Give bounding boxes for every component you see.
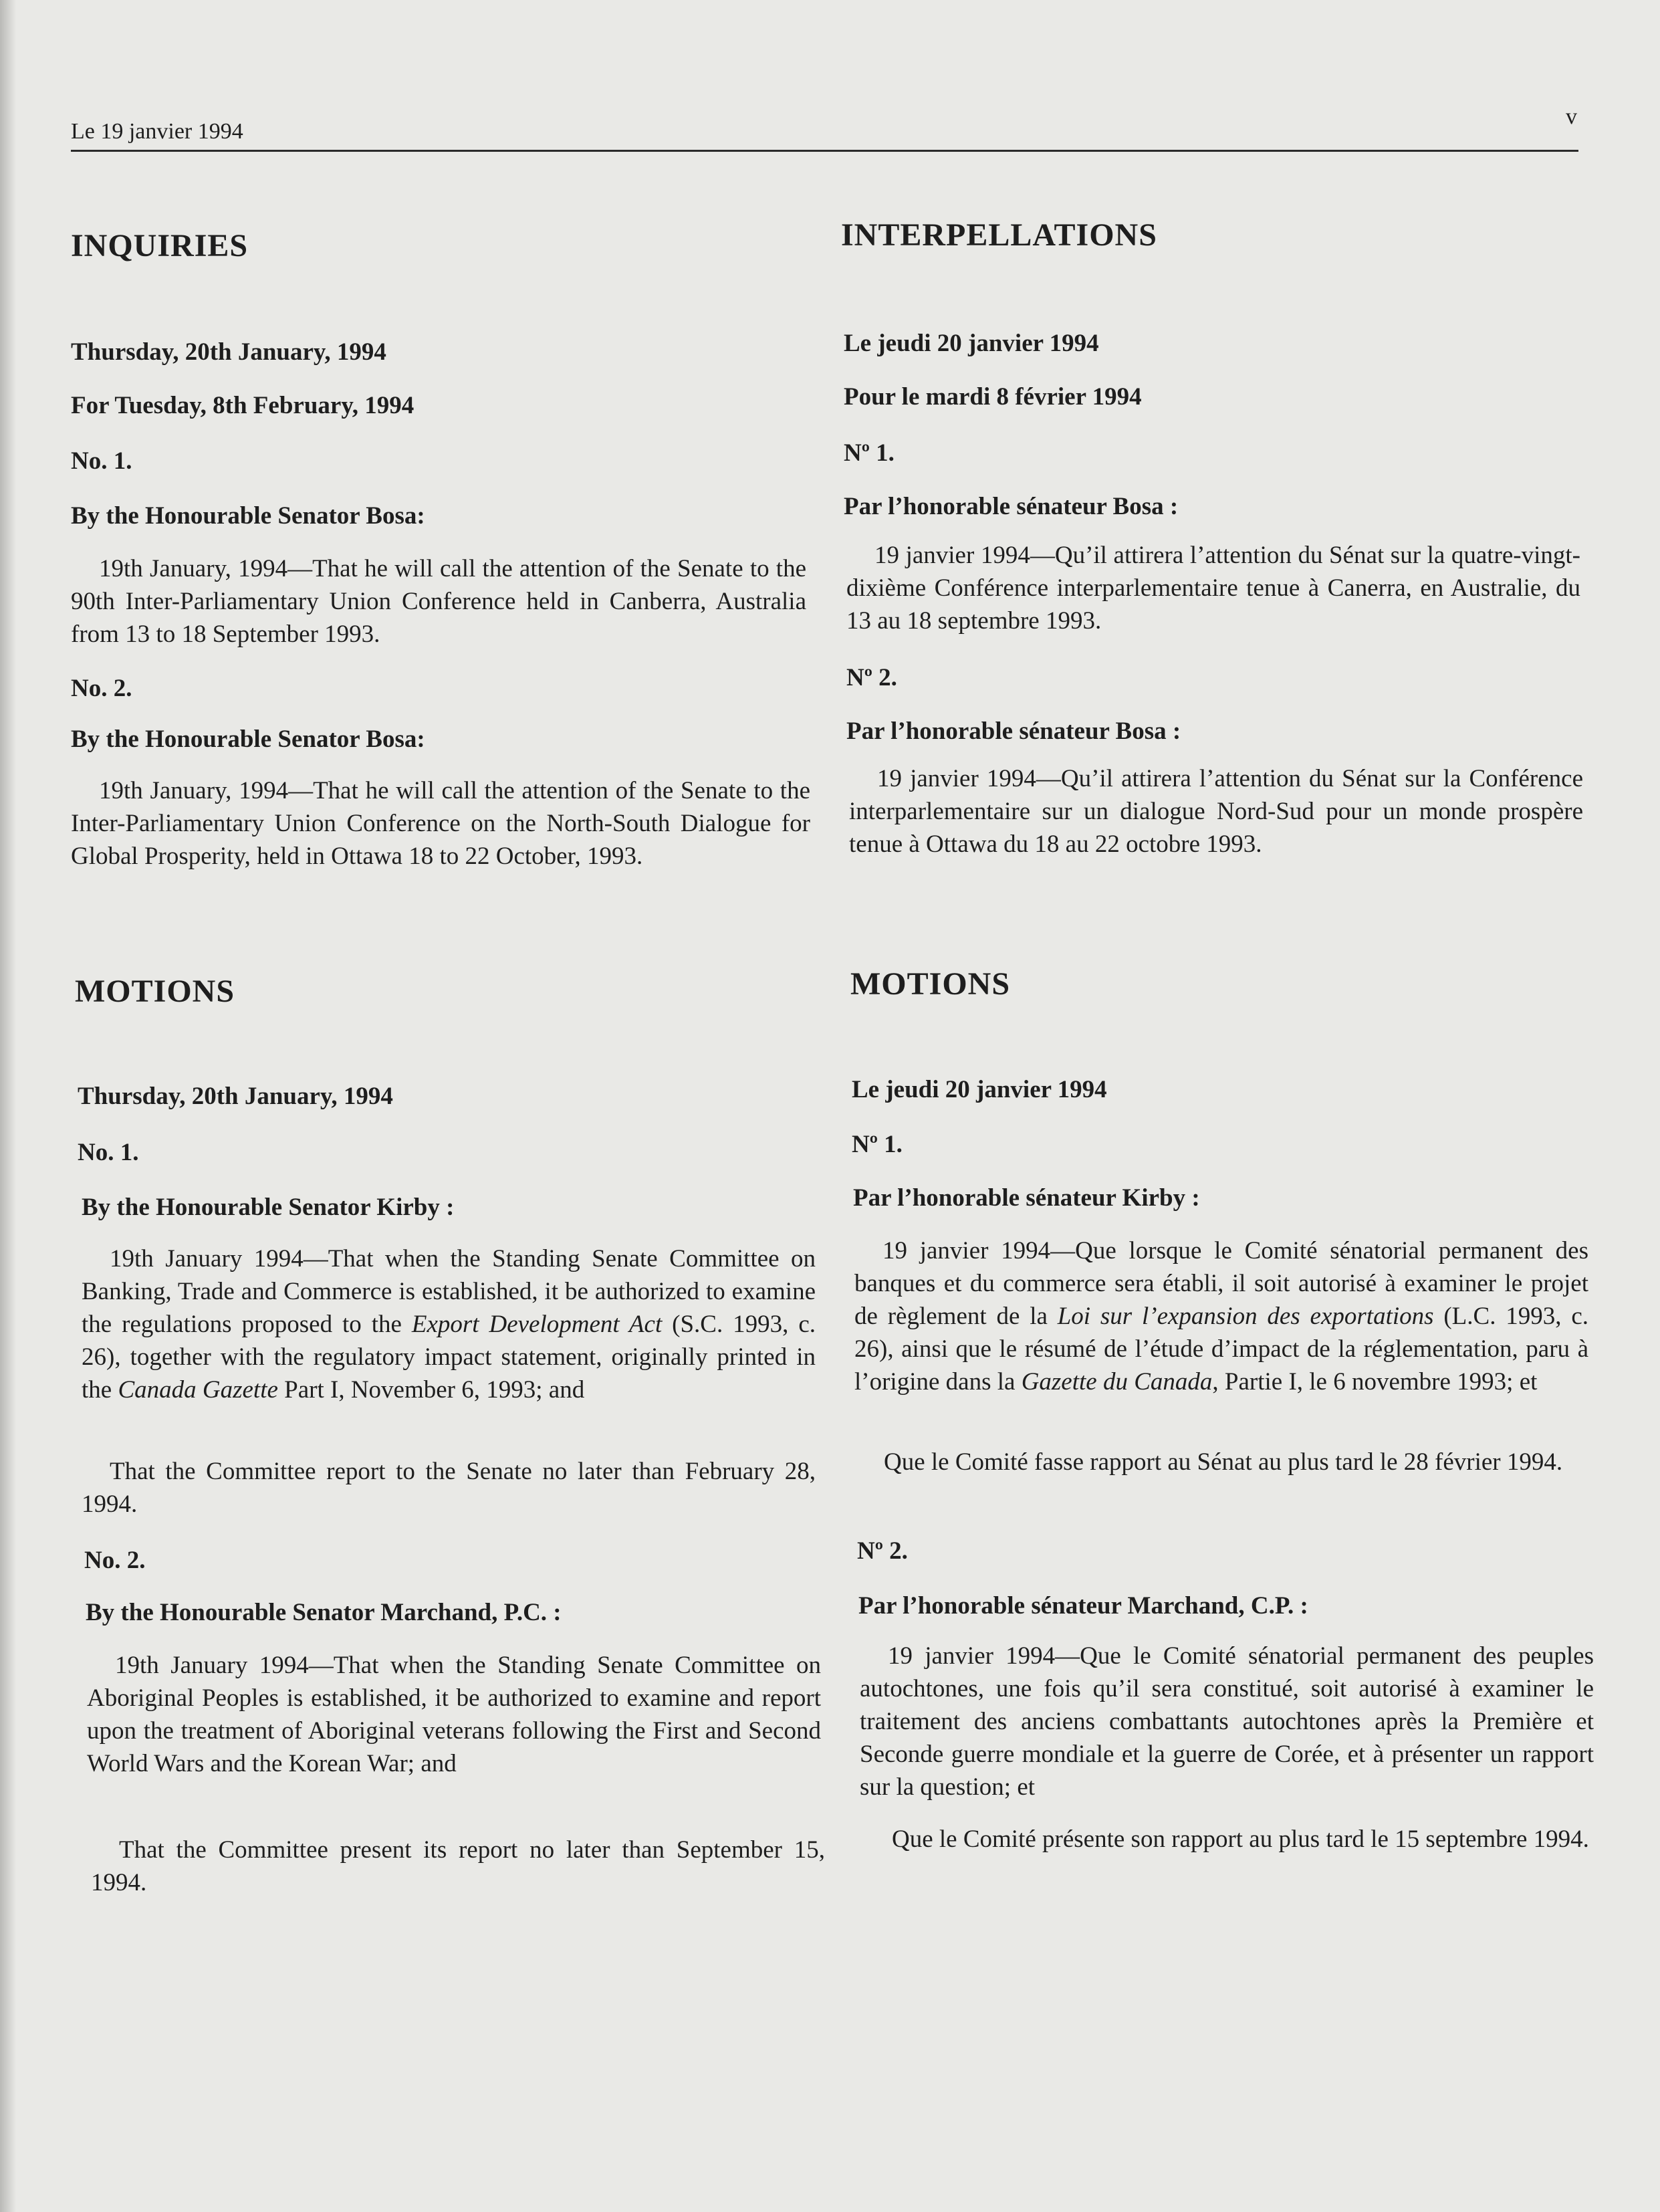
motion-fr-text: Que le Comité présente son rapport au plus tard le 15 septembre 1994.: [892, 1826, 1589, 1853]
motions-fr-heading: MOTIONS: [850, 966, 1011, 1002]
inquiries-date: Thursday, 20th January, 1994: [71, 338, 386, 366]
motion-sponsor: By the Honourable Senator Kirby :: [82, 1194, 455, 1221]
motion-number: No. 2.: [84, 1547, 146, 1574]
page-edge-shadow: [0, 0, 16, 2212]
motion-sponsor: By the Honourable Senator Marchand, P.C. :: [86, 1599, 562, 1626]
motion-fr-text-part: 19 janvier 1994—Que lorsque le Comité sénatorial permanent des banques et du commerce sera établi, il soit autorisé à examiner le projet de règlement de la: [854, 1237, 1588, 1330]
motion-fr-text: Que le Comité fasse rapport au Sénat au plus tard le 28 février 1994.: [884, 1448, 1563, 1476]
interpellation-text: 19 janvier 1994—Qu’il attirera l’attention du Sénat sur la Conférence interparlementaire sur un dialogue Nord-Sud pour un monde prospère tenue à Ottawa du 18 au 22 octobre 1993.: [849, 765, 1583, 858]
inquiry-sponsor: By the Honourable Senator Bosa:: [71, 502, 425, 530]
interpellation-number: Nº 2.: [846, 664, 897, 691]
motion-text-part: (S.C. 1993, c. 26), together with the regulatory impact statement, originally printed in the: [82, 1311, 816, 1404]
running-header: [71, 104, 1578, 152]
interpellation-sponsor: Par l’honorable sénateur Bosa :: [844, 493, 1179, 520]
motion-fr-number: Nº 1.: [852, 1131, 903, 1158]
motions-fr-date: Le jeudi 20 janvier 1994: [852, 1076, 1107, 1103]
inquiry-text: 19th January, 1994—That he will call the attention of the Senate to the 90th Inter-Parliamentary Union Conference held in Canberra, Australia from 13 to 18 September 1993.: [71, 555, 806, 648]
gazette-fr-title: Gazette du Canada: [1021, 1368, 1213, 1396]
inquiries-heading: INQUIRIES: [71, 228, 249, 263]
header-date: Le 19 janvier 1994: [71, 119, 243, 144]
motion-text-part: Part I, November 6, 1993; and: [277, 1376, 585, 1404]
motion-text: That the Committee present its report no later than September 15, 1994.: [91, 1836, 825, 1896]
interpellations-date: Le jeudi 20 janvier 1994: [844, 330, 1099, 357]
page-number: v: [1566, 104, 1577, 129]
inquiries-for-date: For Tuesday, 8th February, 1994: [71, 392, 414, 419]
inquiry-number: No. 2.: [71, 675, 132, 702]
motion-fr-number: Nº 2.: [857, 1537, 908, 1565]
interpellation-sponsor: Par l’honorable sénateur Bosa :: [846, 717, 1181, 745]
motion-text-part: 19th January 1994—That when the Standing Senate Committee on Banking, Trade and Commerce is established, it be authorized to examine the regulations proposed to the: [82, 1245, 816, 1338]
motion-fr-sponsor: Par l’honorable sénateur Kirby :: [853, 1184, 1200, 1212]
motions-heading: MOTIONS: [75, 974, 235, 1009]
motions-date: Thursday, 20th January, 1994: [78, 1083, 393, 1110]
motion-fr-text: [854, 1234, 1588, 1398]
gazette-title: Canada Gazette: [118, 1376, 278, 1404]
interpellations-heading: INTERPELLATIONS: [841, 217, 1157, 253]
motion-fr-sponsor: Par l’honorable sénateur Marchand, C.P. :: [858, 1592, 1308, 1620]
inquiry-text: 19th January, 1994—That he will call the attention of the Senate to the Inter-Parliamentary Union Conference on the North-South Dialogue for Global Prosperity, held in Ottawa 18 to 22 October, 1993.: [71, 777, 810, 870]
motion-fr-text: 19 janvier 1994—Que le Comité sénatorial permanent des peuples autochtones, une fois qu’il sera constitué, soit autorisé à examiner le traitement des anciens combattants autochtones après la Première et Seconde guerre mondiale et la guerre de Corée, et à présenter un rapport sur la question; et: [860, 1642, 1594, 1801]
motion-fr-text-part: , Partie I, le 6 novembre 1993; et: [1212, 1368, 1538, 1396]
motion-text: 19th January 1994—That when the Standing Senate Committee on Aboriginal Peoples is established, it be authorized to examine and report upon the treatment of Aboriginal veterans following the First and Second World Wars and the Korean War; and: [87, 1652, 821, 1777]
interpellation-text: 19 janvier 1994—Qu’il attirera l’attention du Sénat sur la quatre-vingt-dixième Conférence interparlementaire tenue à Canerra, en Australie, du 13 au 18 septembre 1993.: [846, 542, 1580, 635]
motion-text: [82, 1242, 816, 1406]
motion-number: No. 1.: [78, 1139, 139, 1166]
interpellation-number: Nº 1.: [844, 439, 895, 467]
inquiry-sponsor: By the Honourable Senator Bosa:: [71, 726, 425, 753]
motion-text: That the Committee report to the Senate no later than February 28, 1994.: [82, 1458, 816, 1518]
motion-fr-text-part: (L.C. 1993, c. 26), ainsi que le résumé de l’étude d’impact de la réglementation, paru à l’origine dans la: [854, 1303, 1588, 1396]
inquiry-number: No. 1.: [71, 447, 132, 475]
act-title: Export Development Act: [411, 1311, 663, 1338]
loi-title: Loi sur l’expansion des exportations: [1057, 1303, 1434, 1330]
interpellations-for-date: Pour le mardi 8 février 1994: [844, 383, 1142, 411]
